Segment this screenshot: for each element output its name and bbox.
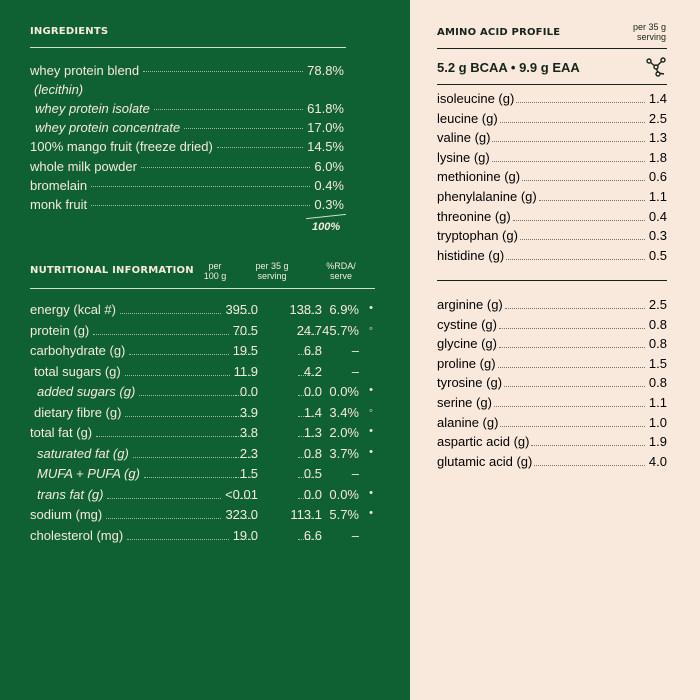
dot-leader bbox=[125, 416, 236, 417]
amino-value: 0.8 bbox=[648, 375, 667, 391]
dot-leader bbox=[235, 375, 255, 376]
dot-leader bbox=[139, 395, 236, 396]
amino-row bbox=[437, 150, 667, 168]
ingredient-row bbox=[30, 101, 344, 116]
ingredient-row bbox=[30, 120, 344, 135]
amino-row bbox=[437, 111, 667, 129]
amino-row bbox=[437, 228, 667, 246]
amino-value: 0.8 bbox=[648, 336, 667, 352]
rda-value: – bbox=[351, 527, 359, 543]
amino-row bbox=[437, 169, 667, 187]
rda-value: 0.0% bbox=[329, 486, 359, 502]
serving-value: 113.1 bbox=[290, 507, 322, 522]
dot-leader bbox=[516, 102, 645, 103]
amino-label: lysine (g) bbox=[437, 149, 490, 165]
amino-row bbox=[437, 209, 667, 227]
dot-leader bbox=[143, 71, 303, 72]
nutrition-row bbox=[30, 507, 375, 525]
amino-value: 0.5 bbox=[648, 247, 667, 263]
serving-value: 0.5 bbox=[303, 466, 322, 481]
col-serving-header: per 35 g serving bbox=[255, 261, 289, 281]
nutrient-label: saturated fat (g) bbox=[37, 445, 129, 461]
nutrient-label: cholesterol (mg) bbox=[30, 527, 124, 543]
rda-marker: • bbox=[369, 384, 373, 396]
amino-value: 4.0 bbox=[648, 453, 667, 469]
ingredient-label: whey protein blend bbox=[30, 63, 140, 78]
dot-leader bbox=[506, 259, 645, 260]
per100-value: <0.01 bbox=[225, 486, 258, 502]
nutrition-row bbox=[30, 323, 375, 341]
amino-label: leucine (g) bbox=[437, 110, 498, 126]
rda-marker: • bbox=[369, 302, 373, 314]
nutrition-row bbox=[30, 364, 375, 382]
rda-marker: ◦ bbox=[369, 322, 373, 335]
amino-label: phenylalanine (g) bbox=[437, 189, 537, 204]
dot-leader bbox=[505, 308, 645, 309]
amino-per-serving: per 35 g serving bbox=[632, 22, 666, 42]
col-rda-header: %RDA/ serve bbox=[326, 261, 356, 281]
serving-value: 6.6 bbox=[303, 527, 322, 543]
amino-label: proline (g) bbox=[437, 355, 496, 371]
rda-value: – bbox=[351, 343, 359, 358]
nutrient-label: protein (g) bbox=[30, 322, 90, 338]
amino-label: valine (g) bbox=[437, 130, 491, 146]
amino-label: tryptophan (g) bbox=[437, 228, 518, 244]
amino-value: 1.1 bbox=[648, 395, 667, 410]
nutrient-label: added sugars (g) bbox=[37, 384, 136, 399]
rda-value: – bbox=[351, 363, 359, 379]
rda-marker: • bbox=[369, 486, 373, 499]
rda-value: – bbox=[351, 466, 359, 481]
amino-row bbox=[437, 395, 667, 413]
ingredient-row bbox=[30, 159, 344, 174]
serving-value: 0.0 bbox=[303, 384, 322, 399]
nutrient-label: sodium (mg) bbox=[30, 507, 103, 522]
nutrition-title: NUTRITIONAL INFORMATION bbox=[30, 265, 194, 276]
dot-leader bbox=[93, 334, 229, 335]
amino-row bbox=[437, 434, 667, 452]
nutrient-label: dietary fibre (g) bbox=[34, 404, 122, 420]
ingredient-row bbox=[30, 197, 344, 212]
rda-marker: ◦ bbox=[369, 404, 373, 417]
ingredient-value: 17.0% bbox=[307, 120, 344, 135]
ingredients-rule bbox=[30, 47, 346, 48]
amino-row bbox=[437, 189, 667, 207]
ingredient-value: 6.0% bbox=[314, 159, 344, 174]
dot-leader bbox=[492, 161, 645, 162]
dot-leader bbox=[520, 239, 645, 240]
dot-leader bbox=[144, 477, 236, 478]
dot-leader bbox=[499, 347, 645, 348]
amino-row bbox=[437, 91, 667, 109]
amino-row bbox=[437, 454, 667, 472]
dot-leader bbox=[129, 354, 229, 355]
ingredient-row bbox=[30, 139, 344, 154]
dot-leader bbox=[235, 354, 255, 355]
dot-leader bbox=[539, 200, 645, 201]
ingredient-label: 100% mango fruit (freeze dried) bbox=[30, 139, 213, 154]
serving-value: 4.2 bbox=[303, 363, 322, 379]
nutrition-row bbox=[30, 384, 375, 402]
nutrition-row bbox=[30, 343, 375, 361]
per100-value: 11.9 bbox=[233, 363, 258, 379]
dot-leader bbox=[235, 518, 255, 519]
dot-leader bbox=[298, 477, 316, 478]
serving-value: 0.8 bbox=[303, 445, 322, 461]
per100-value: 323.0 bbox=[225, 507, 258, 522]
dot-leader bbox=[235, 457, 255, 458]
nutrient-label: trans fat (g) bbox=[37, 486, 104, 502]
per100-value: 0.0 bbox=[239, 384, 258, 399]
dot-leader bbox=[522, 180, 645, 181]
rda-value: 3.4% bbox=[329, 404, 359, 420]
ingredient-label: whole milk powder bbox=[30, 159, 137, 174]
dot-leader bbox=[154, 109, 303, 110]
dot-leader bbox=[298, 498, 316, 499]
amino-value: 2.5 bbox=[648, 110, 667, 126]
amino-row bbox=[437, 356, 667, 374]
dot-leader bbox=[106, 518, 221, 519]
ingredient-sub-label: (lecithin) bbox=[34, 82, 84, 97]
dot-leader bbox=[298, 436, 316, 437]
dot-leader bbox=[235, 334, 255, 335]
dot-leader bbox=[513, 220, 645, 221]
rda-marker: • bbox=[369, 507, 373, 519]
serving-value: 1.4 bbox=[303, 404, 322, 420]
nutrition-row bbox=[30, 405, 375, 423]
amino-value: 1.5 bbox=[648, 355, 667, 371]
dot-leader bbox=[298, 354, 316, 355]
amino-value: 0.6 bbox=[648, 169, 667, 185]
dot-leader bbox=[498, 367, 645, 368]
amino-row bbox=[437, 317, 667, 335]
amino-label: glutamic acid (g) bbox=[437, 453, 533, 469]
dot-leader bbox=[125, 375, 230, 376]
dot-leader bbox=[298, 518, 316, 519]
per100-value: 2.3 bbox=[239, 445, 258, 461]
ingredient-label: bromelain bbox=[30, 178, 88, 193]
nutrition-row bbox=[30, 528, 375, 546]
ingredients-title: INGREDIENTS bbox=[30, 26, 109, 37]
ingredient-label: monk fruit bbox=[30, 197, 88, 212]
amino-value: 2.5 bbox=[648, 297, 667, 312]
dot-leader bbox=[298, 416, 316, 417]
dot-leader bbox=[235, 477, 255, 478]
amino-label: histidine (g) bbox=[437, 247, 505, 263]
rda-marker: • bbox=[369, 445, 373, 458]
serving-value: 6.8 bbox=[303, 343, 322, 358]
amino-rule-divider bbox=[437, 280, 667, 281]
dot-leader bbox=[499, 328, 645, 329]
rda-value: 0.0% bbox=[329, 384, 359, 399]
ingredient-value: 0.4% bbox=[314, 178, 344, 193]
dot-leader bbox=[235, 313, 255, 314]
ingredient-label: whey protein isolate bbox=[35, 101, 150, 116]
amino-value: 1.8 bbox=[648, 149, 667, 165]
rda-value: 3.7% bbox=[329, 445, 359, 461]
dot-leader bbox=[133, 457, 236, 458]
per100-value: 19.0 bbox=[232, 527, 258, 543]
total-rule bbox=[306, 214, 346, 219]
dot-leader bbox=[235, 416, 255, 417]
rda-value: 2.0% bbox=[329, 425, 359, 440]
per100-value: 395.0 bbox=[225, 302, 258, 317]
nutrient-label: total sugars (g) bbox=[34, 363, 121, 379]
serving-value: 138.3 bbox=[289, 302, 322, 317]
amino-row bbox=[437, 248, 667, 266]
amino-row bbox=[437, 130, 667, 148]
nutrient-label: MUFA + PUFA (g) bbox=[37, 466, 140, 481]
amino-label: cystine (g) bbox=[437, 316, 497, 332]
nutrient-label: carbohydrate (g) bbox=[30, 343, 126, 358]
dot-leader bbox=[298, 395, 316, 396]
amino-value: 1.9 bbox=[648, 434, 667, 450]
dot-leader bbox=[298, 334, 316, 335]
nutrition-row bbox=[30, 446, 375, 464]
amino-label: alanine (g) bbox=[437, 414, 499, 430]
dot-leader bbox=[531, 445, 645, 446]
dot-leader bbox=[235, 498, 255, 499]
rda-value: 5.7% bbox=[329, 507, 359, 522]
nutrition-row bbox=[30, 466, 375, 484]
amino-summary: 5.2 g BCAA • 9.9 g EAA bbox=[437, 60, 580, 75]
amino-value: 0.3 bbox=[648, 228, 667, 244]
nutrition-rule bbox=[30, 288, 375, 289]
amino-value: 1.0 bbox=[648, 414, 667, 430]
per100-value: 19.5 bbox=[232, 343, 258, 358]
dot-leader bbox=[298, 539, 316, 540]
amino-rule-top bbox=[437, 48, 667, 49]
amino-label: glycine (g) bbox=[437, 336, 497, 352]
ingredients-total: 100% bbox=[312, 221, 341, 233]
dot-leader bbox=[235, 436, 255, 437]
dot-leader bbox=[91, 186, 310, 187]
amino-row bbox=[437, 297, 667, 315]
amino-row bbox=[437, 375, 667, 393]
dot-leader bbox=[492, 141, 645, 142]
amino-label: threonine (g) bbox=[437, 208, 511, 224]
amino-value: 0.4 bbox=[648, 208, 667, 224]
amino-label: aspartic acid (g) bbox=[437, 434, 530, 450]
dot-leader bbox=[107, 498, 221, 499]
molecule-icon bbox=[645, 57, 667, 77]
dot-leader bbox=[120, 313, 221, 314]
amino-title: AMINO ACID PROFILE bbox=[437, 27, 561, 38]
col-per100-header: per 100 g bbox=[203, 261, 227, 281]
ingredient-value: 78.8% bbox=[307, 63, 344, 78]
amino-label: serine (g) bbox=[437, 395, 492, 410]
amino-label: arginine (g) bbox=[437, 297, 503, 312]
nutrient-label: total fat (g) bbox=[30, 425, 93, 440]
serving-value: 24.7 bbox=[296, 322, 322, 338]
nutrition-row bbox=[30, 425, 375, 443]
dot-leader bbox=[184, 128, 303, 129]
amino-value: 0.8 bbox=[648, 316, 667, 332]
dot-leader bbox=[504, 386, 645, 387]
dot-leader bbox=[235, 539, 255, 540]
rda-value: 45.7% bbox=[322, 322, 359, 338]
amino-label: tyrosine (g) bbox=[437, 375, 503, 391]
dot-leader bbox=[141, 167, 310, 168]
ingredient-row bbox=[30, 178, 344, 193]
amino-label: methionine (g) bbox=[437, 169, 521, 185]
serving-value: 0.0 bbox=[303, 486, 322, 502]
nutrition-row bbox=[30, 302, 375, 320]
nutrient-label: energy (kcal #) bbox=[30, 302, 116, 317]
nutrition-row bbox=[30, 487, 375, 505]
dot-leader bbox=[127, 539, 229, 540]
ingredient-value: 0.3% bbox=[314, 197, 344, 212]
dot-leader bbox=[298, 375, 316, 376]
serving-value: 1.3 bbox=[303, 425, 322, 440]
amino-label: isoleucine (g) bbox=[437, 91, 515, 106]
per100-value: 3.8 bbox=[239, 425, 258, 440]
dot-leader bbox=[217, 147, 303, 148]
ingredient-value: 61.8% bbox=[307, 101, 344, 116]
amino-value: 1.4 bbox=[648, 91, 667, 106]
dot-leader bbox=[534, 465, 645, 466]
dot-leader bbox=[235, 395, 255, 396]
per100-value: 3.9 bbox=[239, 404, 258, 420]
per100-value: 70.5 bbox=[232, 322, 258, 338]
ingredient-label: whey protein concentrate bbox=[35, 120, 181, 135]
amino-row bbox=[437, 415, 667, 433]
per100-value: 1.5 bbox=[239, 466, 258, 481]
dot-leader bbox=[298, 313, 316, 314]
rda-value: 6.9% bbox=[329, 302, 359, 317]
dot-leader bbox=[298, 457, 316, 458]
ingredient-row bbox=[30, 63, 344, 78]
dot-leader bbox=[96, 436, 236, 437]
dot-leader bbox=[500, 426, 645, 427]
amino-rule-mid bbox=[437, 84, 667, 85]
amino-value: 1.1 bbox=[648, 189, 667, 204]
ingredient-value: 14.5% bbox=[307, 139, 344, 154]
dot-leader bbox=[500, 122, 645, 123]
amino-value: 1.3 bbox=[648, 130, 667, 146]
rda-marker: • bbox=[369, 425, 373, 437]
amino-row bbox=[437, 336, 667, 354]
dot-leader bbox=[91, 205, 310, 206]
dot-leader bbox=[494, 406, 645, 407]
